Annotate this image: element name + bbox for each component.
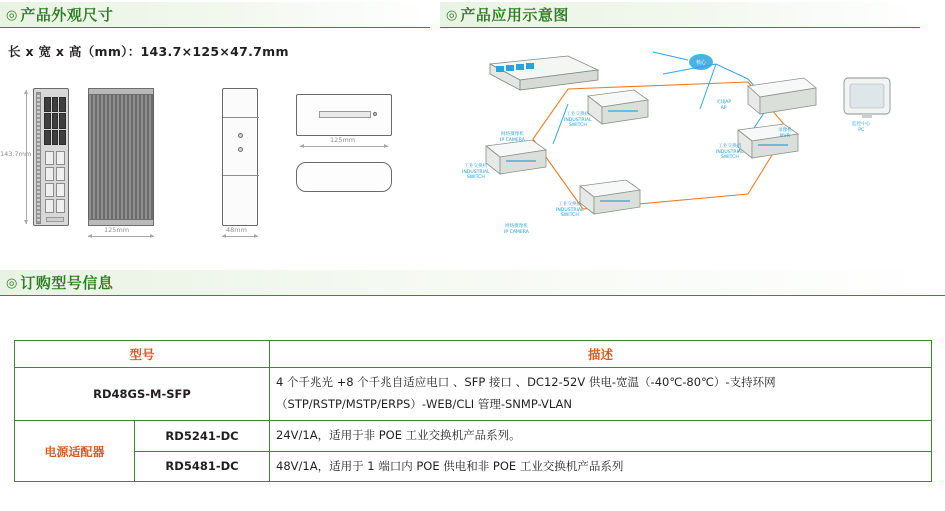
bullet-icon: ◎ xyxy=(6,7,18,22)
table-row xyxy=(15,368,932,421)
cell-description-adapter-48v: 48V/1A，适用于 1 端口内 POE 供电和非 POE 工业交换机产品系列 xyxy=(270,451,932,482)
sfp-slot xyxy=(45,183,54,197)
sfp-slot xyxy=(56,167,65,181)
order-model-table xyxy=(14,340,932,482)
bottom-view-drawing xyxy=(296,162,392,192)
top-width-dimension-arrow xyxy=(300,146,388,147)
application-topology-diagram xyxy=(448,34,945,259)
node-label: 工业交换机 INDUSTRIAL SWITCH xyxy=(556,202,584,219)
led-strip xyxy=(46,217,64,222)
section-header-order-info xyxy=(0,270,945,296)
column-header-description: 描述 xyxy=(270,341,932,368)
depth-dimension-arrow xyxy=(222,236,258,237)
section-header-application xyxy=(440,2,920,28)
sfp-slot xyxy=(45,199,54,213)
section-title-order-info: 订购型号信息 xyxy=(20,274,114,292)
core-node-icon xyxy=(689,54,713,70)
port-grid xyxy=(44,97,66,145)
heatsink-view-drawing xyxy=(88,88,154,226)
width-dimension-arrow xyxy=(88,236,154,237)
sfp-slot xyxy=(45,151,54,165)
node-label: 工业交换机 INDUSTRIAL SWITCH xyxy=(462,164,490,181)
ground-pin xyxy=(373,112,377,116)
front-view-drawing xyxy=(33,88,69,226)
din-rail-clip xyxy=(36,92,41,224)
section-header-dimensions xyxy=(0,2,430,28)
width-dimension-label: 125mm xyxy=(104,226,130,234)
svg-text:核心: 核心 xyxy=(695,60,707,66)
section-title-dimensions: 产品外观尺寸 xyxy=(20,6,114,24)
column-header-model: 型号 xyxy=(15,341,270,368)
cell-model-main: RD48GS-M-SFP xyxy=(15,368,270,421)
bullet-icon: ◎ xyxy=(6,275,18,290)
mechanical-drawings xyxy=(0,60,440,255)
table-row xyxy=(15,420,932,451)
screw-hole xyxy=(238,147,243,152)
cell-model-adapter-48v: RD5481-DC xyxy=(135,451,270,482)
side-view-drawing xyxy=(222,88,258,226)
depth-dimension-label: 48mm xyxy=(226,226,247,234)
port xyxy=(59,130,66,145)
top-view-drawing xyxy=(296,94,392,136)
top-width-dimension-label: 125mm xyxy=(330,136,356,144)
node-label: 网络摄像机 IP CAMERA xyxy=(504,224,529,235)
sfp-slot-grid xyxy=(45,151,65,213)
port xyxy=(44,97,51,112)
industrial-switch-icon xyxy=(486,140,546,174)
nvr-icon xyxy=(748,78,816,114)
housing-top-cap xyxy=(88,88,154,95)
table-row xyxy=(15,451,932,482)
node-label: 无线AP AP xyxy=(716,100,732,111)
cell-model-adapter-24v: RD5241-DC xyxy=(135,420,270,451)
node-label: 监控中心 PC xyxy=(852,122,871,133)
cell-description-main: 4 个千兆光 +8 个千兆自适应电口 、SFP 接口 、DC12-52V 供电-宽温（-40℃-80℃）-支持环网（STP/RSTP/MSTP/ERPS）-WEB/CLI 管理-SNMP-VLAN xyxy=(270,368,932,421)
table-header-row xyxy=(15,341,932,368)
housing-bottom-cap xyxy=(88,219,154,226)
port xyxy=(59,113,66,128)
industrial-switch-icon xyxy=(580,180,640,214)
port xyxy=(52,97,59,112)
bullet-icon: ◎ xyxy=(446,7,458,22)
port xyxy=(44,130,51,145)
monitor-icon xyxy=(844,78,890,118)
panel-division-line xyxy=(223,175,259,176)
dimension-spec-text: 长 x 宽 x 高（mm）：143.7×125×47.7mm xyxy=(8,44,289,59)
sfp-slot xyxy=(56,183,65,197)
sfp-slot xyxy=(56,151,65,165)
screw-hole xyxy=(238,133,243,138)
industrial-switch-icon xyxy=(588,90,648,124)
panel-division-line xyxy=(223,117,259,118)
cell-group-power-adapter: 电源适配器 xyxy=(15,420,135,482)
node-label: 网络摄像机 IP CAMERA xyxy=(500,132,525,143)
sfp-slot xyxy=(45,167,54,181)
core-switch-icon xyxy=(490,56,598,90)
sfp-slot xyxy=(56,199,65,213)
port xyxy=(59,97,66,112)
port xyxy=(44,113,51,128)
cell-description-adapter-24v: 24V/1A，适用于非 POE 工业交换机产品系列。 xyxy=(270,420,932,451)
terminal-strip xyxy=(319,111,371,118)
height-dimension-label: 143.7mm xyxy=(0,150,32,158)
node-label: 工业交换机 INDUSTRIAL SWITCH xyxy=(564,112,592,129)
node-label: 工业交换机 INDUSTRIAL SWITCH xyxy=(716,144,744,161)
port xyxy=(52,130,59,145)
port xyxy=(52,113,59,128)
node-label: 录像机 NVR xyxy=(778,128,792,139)
section-title-application: 产品应用示意图 xyxy=(460,6,569,24)
